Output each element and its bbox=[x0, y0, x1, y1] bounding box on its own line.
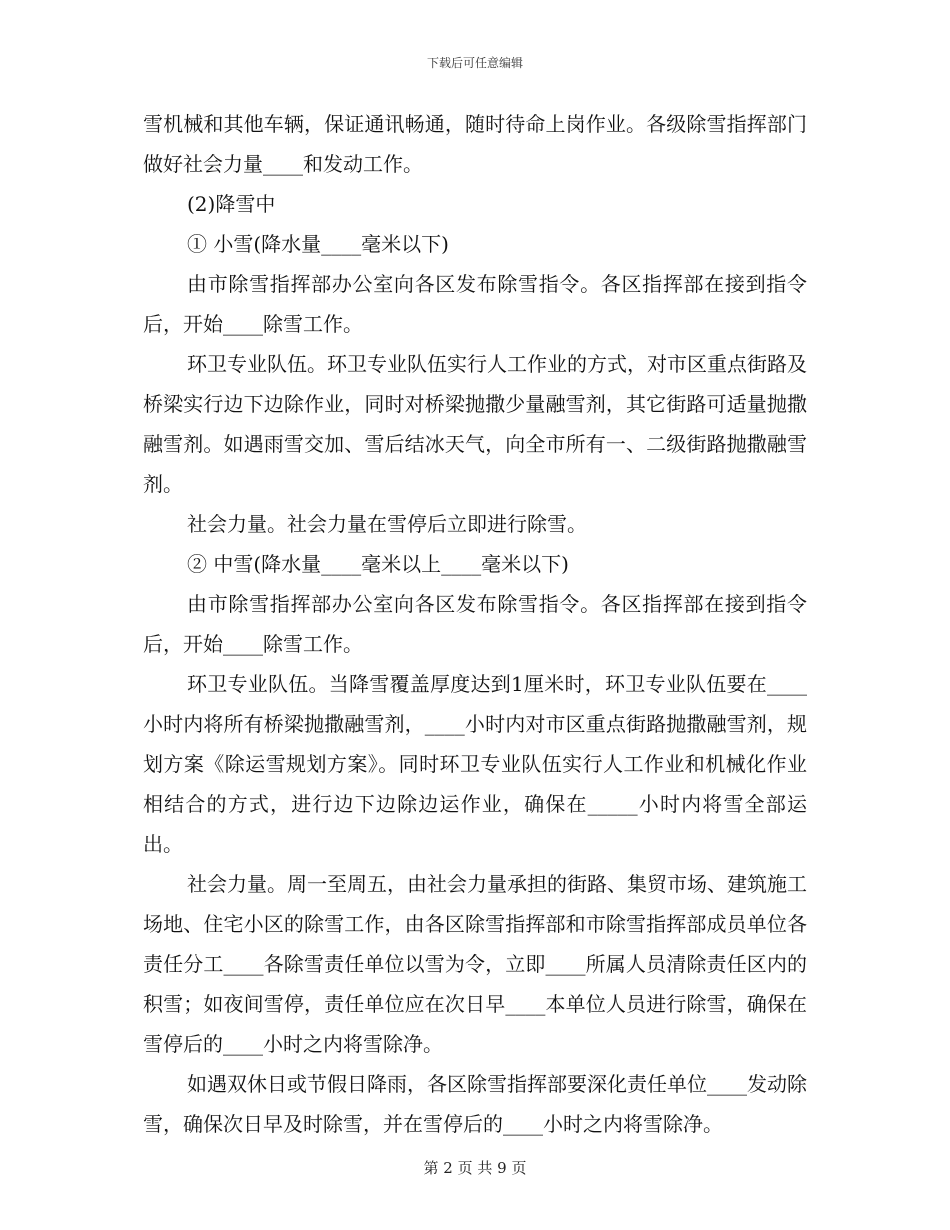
paragraph-holiday-snow: 如遇双休日或节假日降雨，各区除雪指挥部要深化责任单位____发动除雪，确保次日早及时除雪，并在雪停后的____小时之内将雪除净。 bbox=[143, 1072, 807, 1136]
document-body bbox=[143, 104, 807, 1144]
page-header: 下载后可任意编辑 bbox=[426, 56, 523, 70]
paragraph-moderate-snow-command: 由市除雪指挥部办公室向各区发布除雪指令。各区指挥部在接到指令后，开始____除雪工作。 bbox=[143, 592, 807, 656]
subheading-light-snow: ① 小雪(降水量____毫米以下) bbox=[187, 232, 449, 256]
paragraph-light-snow-command: 由市除雪指挥部办公室向各区发布除雪指令。各区指挥部在接到指令后，开始____除雪工作。 bbox=[143, 272, 807, 336]
paragraph-moderate-snow-sanitation-team: 环卫专业队伍。当降雪覆盖厚度达到1厘米时，环卫专业队伍要在____小时内将所有桥梁抛撒融雪剂，____小时内对市区重点街路抛撒融雪剂，规划方案《除运雪规划方案》。同时环卫专业队伍实行人工作业和机械化作业相结合的方式，进行边下边除边运作业，确保在_____小时内将雪全部运出。 bbox=[143, 672, 807, 856]
paragraph-moderate-snow-social-force: 社会力量。周一至周五，由社会力量承担的街路、集贸市场、建筑施工场地、住宅小区的除雪工作，由各区除雪指挥部和市除雪指挥部成员单位各责任分工____各除雪责任单位以雪为令，立即____所属人员清除责任区内的积雪；如夜间雪停，责任单位应在次日早____本单位人员进行除雪，确保在雪停后的____小时之内将雪除净。 bbox=[143, 872, 807, 1056]
subheading-moderate-snow: ② 中雪(降水量____毫米以上____毫米以下) bbox=[187, 552, 569, 576]
paragraph-light-snow-social-force: 社会力量。社会力量在雪停后立即进行除雪。 bbox=[187, 512, 587, 536]
paragraph-continued: 雪机械和其他车辆，保证通讯畅通，随时待命上岗作业。各级除雪指挥部门做好社会力量____和发动工作。 bbox=[143, 112, 807, 176]
section-heading-during-snowfall: (2)降雪中 bbox=[187, 192, 276, 216]
paragraph-light-snow-sanitation-team: 环卫专业队伍。环卫专业队伍实行人工作业的方式，对市区重点街路及桥梁实行边下边除作业，同时对桥梁抛撒少量融雪剂，其它街路可适量抛撒融雪剂。如遇雨雪交加、雪后结冰天气，向全市所有一、二级街路抛撒融雪剂。 bbox=[143, 352, 807, 496]
page-number: 第 2 页 共 9 页 bbox=[423, 1159, 527, 1177]
